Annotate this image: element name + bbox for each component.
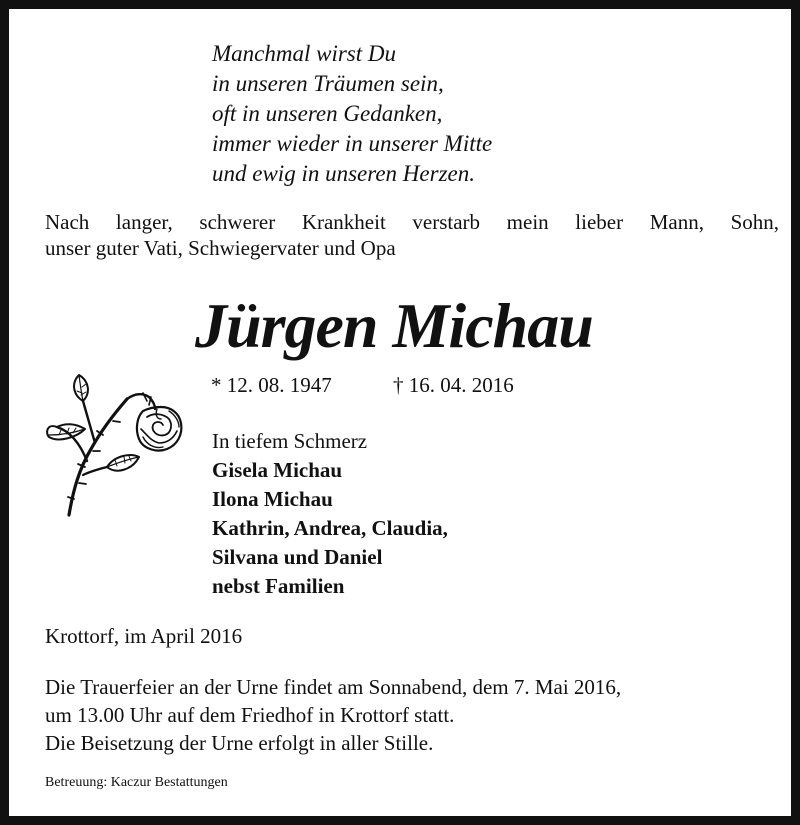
mourners-list <box>212 427 448 601</box>
funeral-line: Die Beisetzung der Urne erfolgt in aller Stille. <box>45 731 434 755</box>
rose-icon <box>43 371 185 519</box>
poem-line: immer wieder in unserer Mitte <box>212 131 493 156</box>
birth-date: * 12. 08. 1947 <box>211 373 332 397</box>
mourner-name: Silvana und Daniel <box>212 545 383 569</box>
deceased-name: Jürgen Michau <box>195 290 593 361</box>
mourner-name: Gisela Michau <box>212 458 343 482</box>
mourner-name: Kathrin, Andrea, Claudia, <box>212 516 448 540</box>
death-date: † 16. 04. 2016 <box>393 373 514 397</box>
poem-line: oft in unseren Gedanken, <box>212 101 443 126</box>
mourners-lead: In tiefem Schmerz <box>212 429 368 453</box>
funeral-home-credit: Betreuung: Kaczur Bestattungen <box>45 775 228 790</box>
mourner-name: nebst Familien <box>212 574 345 598</box>
poem-line: Manchmal wirst Du <box>212 41 396 66</box>
memorial-poem <box>212 39 492 189</box>
funeral-line: um 13.00 Uhr auf dem Friedhof in Krottorf statt. <box>45 703 455 727</box>
funeral-line: Die Trauerfeier an der Urne findet am Sonnabend, dem 7. Mai 2016, <box>45 675 622 699</box>
place-and-date: Krottorf, im April 2016 <box>45 624 243 648</box>
poem-line: und ewig in unseren Herzen. <box>212 161 475 186</box>
poem-line: in unseren Träumen sein, <box>212 71 444 96</box>
announcement-line: Nach langer, schwerer Krankheit verstarb mein lieber Mann, Sohn, <box>45 210 779 234</box>
death-announcement <box>45 209 779 261</box>
funeral-details <box>45 673 785 757</box>
mourner-name: Ilona Michau <box>212 487 333 511</box>
announcement-line: unser guter Vati, Schwiegervater und Opa <box>45 236 396 260</box>
